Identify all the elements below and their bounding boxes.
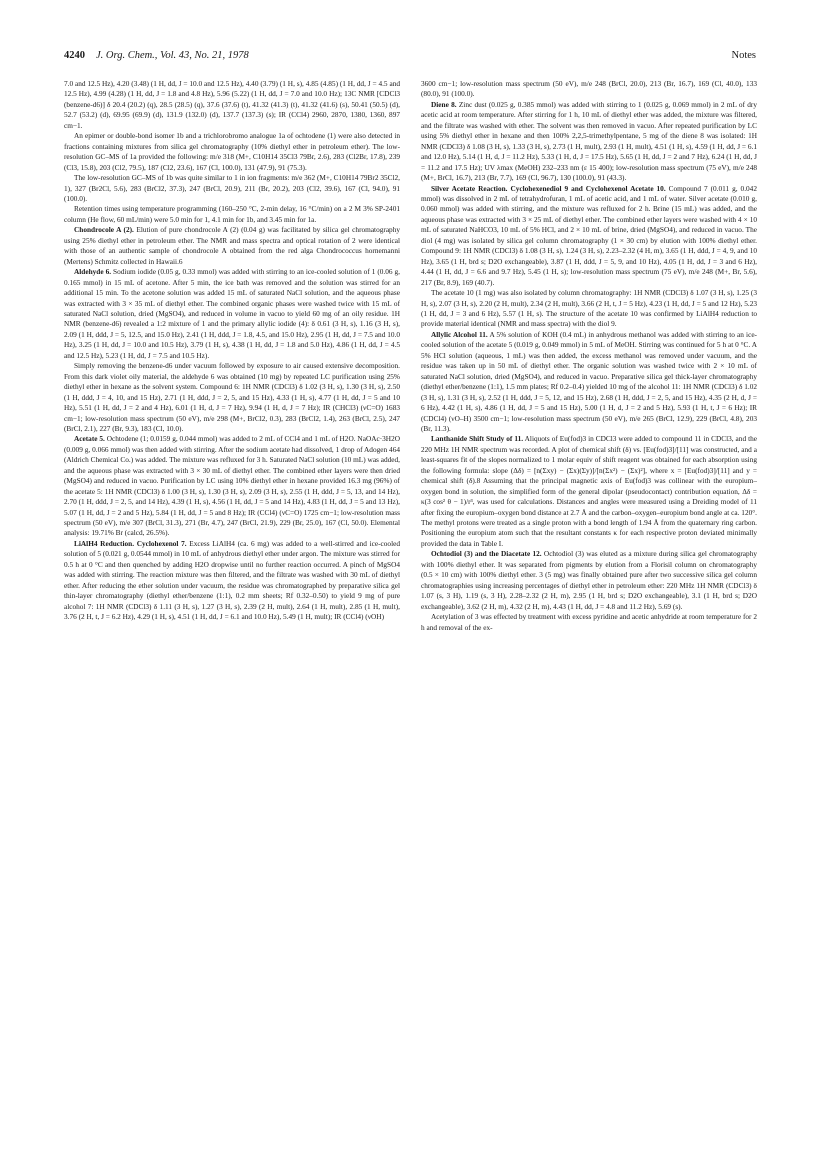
- paragraph-text: 3600 cm−1; low-resolution mass spectrum (50 eV), m/e 248 (BrCl, 20.0), 213 (Br, 16.7), 169 (Cl, 40.0), 133 (80.0), 91 (100.0).: [421, 79, 757, 99]
- paragraph-heading: Acetate 5.: [74, 434, 105, 444]
- paragraph: [421, 288, 757, 330]
- paragraph: [64, 539, 400, 623]
- paragraph-heading: Chondrocole A (2).: [74, 225, 134, 235]
- journal-volume: Vol. 43,: [160, 50, 192, 61]
- paragraph: [421, 184, 757, 289]
- paragraph: [421, 79, 757, 100]
- paragraph-text: An epimer or double-bond isomer 1b and a trichlorobromo analogue 1a of ochtodene (1) were also detected in fractions containing mixtures from silica gel chromatography (10% diethyl ether in petroleum ether). The low-resolution GC–MS of 1a provided the following: m/e 318 (M+, C10H14 35Cl3 79Br, 2.6), 283 (Cl2Br, 17.8), 239 (Cl3, 15.8), 203 (Cl2, 79.5), 187 (Cl2, 23.6), 167 (Cl, 100.0), 131 (47.9), 91 (75.3).: [64, 131, 400, 172]
- paragraph-text: Excess LiAlH4 (ca. 6 mg) was added to a well-stirred and ice-cooled solution of 5 (0.021 g, 0.0544 mmol) in 10 mL of anhydrous diethyl ether under argon. The mixture was stirred for 0.5 h at 0 °C and then quenched by adding H2O dropwise until no further reaction occurred. A pinch of MgSO4 was added with stirring. The reaction mixture was then filtered, and the filtrate was washed with 30 mL of diethyl ether. After reducing the ether solution under vacuum, the residue was chromatographed by preparative silica gel thin-layer chromatography (diethyl ether/benzene (1:1), 0.2 mm sheets; Rf 0.32–0.50) to yield 9 mg of pure alcohol 7: 1H NMR (CDCl3) δ 1.11 (3 H, s), 1.27 (3 H, s), 2.39 (2 H, mult), 2.64 (1 H, mult), 2.85 (1 H, mult), 3.76 (2 H, t, J = 6.2 Hz), 4.29 (1 H, s), 4.51 (1 H, dd, J = 6.1 and 10.0 Hz), 5.49 (1 H, mult); IR (CCl4) (νOH): [64, 538, 400, 622]
- paragraph: [64, 267, 400, 361]
- section-label: Notes: [731, 50, 756, 61]
- paragraph-heading: Aldehyde 6.: [74, 267, 112, 277]
- paragraph: [64, 79, 400, 131]
- paragraph-heading: Allylic Alcohol 11.: [431, 329, 488, 339]
- paragraph: [421, 434, 757, 549]
- journal-citation: [96, 50, 249, 61]
- paragraph-heading: Diene 8.: [431, 99, 457, 109]
- paragraph-text: Sodium iodide (0.05 g, 0.33 mmol) was added with stirring to an ice-cooled solution of 1 (0.06 g, 0.165 mmol) in 15 mL of acetone. After 5 min, the ice bath was removed and the solution was stirred for an additional 15 min. To the acetone solution was added 15 mL of saturated NaCl solution, and the aqueous phase was extracted with 3 × 35 mL of diethyl ether. The combined organic phases were washed twice with 15 mL of saturated NaCl solution, dried (MgSO4), and reduced in volume in vacuo to yield 60 mg of an oily residue. 1H NMR (benzene-d6) revealed a 1:2 mixture of 1 and the primary allylic iodide (4): δ 0.61 (3 H, s), 1.16 (3 H, s), 2.09 (1 H, ddd, J = 5, 12.5, and 15.0 Hz), 2.41 (1 H, ddd, J = 1.8, 4.5, and 15.0 Hz), 2.95 (1 H, dd, J = 7.5 and 10.0 Hz), 3.25 (1 H, dd, J = 10.0 and 10.5 Hz), 3.79 (1 H, s), 4.38 (1 H, dd, J = 1.8 and 5.0 Hz), 4.86 (1 H, dd, J = 4.5 and 12.5 Hz), 5.23 (1 H, dd, J = 7.5 and 10.5 Hz).: [64, 267, 400, 360]
- paragraph-text: Aliquots of Eu(fod)3 in CDCl3 were added to compound 11 in CDCl3, and the 220 MHz 1H NMR spectrum was recorded. A plot of chemical shift (δ) vs. [Eu(fod)3]/[11] was constructed, and a least-squares fit of the slopes normalized to 1 molar equiv of shift reagent was obtained for each absorption using the following formula: slope (Δδ) = [n(Σxy) − (Σx)(Σy)]/[n(Σx²) − (Σx)²], where x = [Eu(fod)3]/[11] and y = chemical shift (δ).8 Assuming that the principal magnetic axis of Eu(fod)3 was collinear with the europium–oxygen bond in solution, the simplified form of the general dipolar (pseudocontact) contribution equation, Δδ = κ(3 cos² θ − 1)/r³, was used for calculations. Distances and angles were measured using a Dreiding model of 11 after fixing the europium–oxygen bond distance at 2.7 Å and the carbon–oxygen–europium bond angle at ca. 120°. The methyl protons were treated as a single proton with a bond length of 1.94 Å from the quaternary ring carbon. Positioning the europium atom such that the resultant constants κ for each respective proton deviated minimally provided the data in Table I.: [421, 434, 757, 548]
- paragraph-text: The low-resolution GC–MS of 1b was quite similar to 1 in ion fragments: m/e 362 (M+, C10H14 79Br2 35Cl2, 1), 327 (Br2Cl, 5.6), 283 (BrCl2, 37.3), 247 (BrCl, 20.9), 211 (Br, 20.2), 203 (Cl2, 39.6), 167 (Cl, 94.0), 91 (100.0).: [64, 173, 400, 203]
- paragraph: [421, 330, 757, 435]
- paragraph: [64, 434, 400, 539]
- left-column: [64, 79, 400, 1139]
- paragraph: [64, 131, 400, 173]
- paragraph-text: A 5% solution of KOH (0.4 mL) in anhydrous methanol was added with stirring to an ice-cooled solution of the acetate 5 (0.019 g, 0.049 mmol) in 5 mL of MeOH. Stirring was continued for 5 h at 0 °C. A 5% HCl solution (aqueous, 1 mL) was then added, the excess methanol was removed under vacuum, and the residue was taken up in 50 mL of diethyl ether. The organic solution was washed twice with 2 × 10 mL of saturated NaCl solution, dried (MgSO4), and reduced in vacuo. Preparative silica gel thick-layer chromatography (diethyl ether/benzene (1:1), 1.5 mm plates; Rf 0.2–0.4) yielded 10 mg of the alcohol 11: 1H NMR (CDCl3) δ 1.02 (3 H, s), 1.31 (3 H, s), 2.52 (1 H, ddd, J = 5, 12, and 15 Hz), 2.68 (1 H, ddd, J = 2, 5, and 15 Hz), 4.35 (2 H, d, J = 6 Hz), 4.42 (1 H, s), 4.86 (1 H, dd, J = 5 and 15 Hz), 5.00 (1 H, d, J = 2 and 5 Hz), 5.93 (1 H, t, J = 6 Hz); IR (CDCl4) (νO–H) 3500 cm−1; low-resolution mass spectrum (50 eV), m/e 265 (BrCl, 12.9), 229 (BrCl, 4.8), 203 (Br, 11.3).: [421, 329, 757, 433]
- paragraph: [421, 100, 757, 184]
- paragraph-text: The acetate 10 (1 mg) was also isolated by column chromatography: 1H NMR (CDCl3) δ 1.07 (3 H, s), 1.25 (3 H, s), 2.07 (3 H, s), 2.20 (2 H, mult), 2.34 (2 H, mult), 3.66 (2 H, t, J = 5 Hz), 4.23 (1 H, dd, J = 5 and 12 Hz), 5.23 (1 H, dd, J = 3 and 6 Hz), 5.57 (1 H, s). The structure of the acetate 10 was confirmed by LiAlH4 reduction to provide material identical (NMR and mass spectra) with the diol 9.: [421, 288, 757, 329]
- paragraph: [421, 549, 757, 612]
- paragraph-heading: Silver Acetate Reaction. Cyclohexenediol 9 and Cyclohexenol Acetate 10.: [431, 183, 666, 193]
- paragraph-heading: Ochtodiol (3) and the Diacetate 12.: [431, 549, 542, 559]
- paragraph-heading: Lanthanide Shift Study of 11.: [431, 434, 524, 444]
- paragraph-text: Zinc dust (0.025 g, 0.385 mmol) was added with stirring to 1 (0.025 g, 0.069 mmol) in 2 mL of dry acetic acid at room temperature. After stirring for 1 h, 10 mL of diethyl ether was added, the mixture was filtered, and the filtrate was washed with ether. The solvent was then removed in vacuo. After repeated purification by LC using 5% diethyl ether in hexane and then 100% 2,2,5-trimethylpentane, 5 mg of the diene 8 was isolated: 1H NMR (CDCl3) δ 1.08 (3 H, s), 1.33 (3 H, s), 2.73 (1 H, mult), 2.93 (1 H, mult), 4.51 (1 H, s), 4.59 (1 H, dd, J = 6.1 and 12.0 Hz), 5.14 (1 H, d, J = 11.2 Hz), 5.33 (1 H, d, J = 17.5 Hz), 5.65 (1 H, dd, J = 2 and 7 Hz), 6.24 (1 H, dd, J = 11.2 and 17.5 Hz); UV λmax (MeOH) 232–233 nm (ε 15 400); low-resolution mass spectrum (75 eV), m/e 248 (M+, BrCl, 16.7), 213 (Br, 7.7), 169 (Cl, 96.7), 130 (100.0), 91 (43.3).: [421, 99, 757, 183]
- paragraph-text: Retention times using temperature programming (160–250 °C, 2-min delay, 16 °C/min) on a 2 M 3% SP-2401 column (He flow, 60 mL/min) were 5.0 min for 1, 4.1 min for 1b, and 3.45 min for 1a.: [64, 204, 400, 224]
- paragraph-text: Simply removing the benzene-d6 under vacuum followed by exposure to air caused extensive decomposition. From this dark violet oily material, the aldehyde 6 was obtained (10 mg) by repeated LC purification using 25% diethyl ether in hexane as the solvent system. Compound 6: 1H NMR (CDCl3) δ 1.02 (3 H, s), 1.30 (3 H, s), 2.50 (1 H, ddd, J = 4, 10, and 15 Hz), 2.71 (1 H, ddd, J = 2, 5, and 15 Hz), 4.33 (1 H, s), 4.77 (1 H, dd, J = 5 and 10 Hz), 5.51 (1 H, dd, J = 2 and 4 Hz), 6.01 (1 H, d, J = 7 Hz), 9.94 (1 H, d, J = 7 Hz); IR (CHCl3) (νC=O) 1683 cm−1; low-resolution mass spectrum (50 eV), m/e 298 (M+, BrCl2, 0.3), 283 (BrCl2, 1.4), 263 (BrCl, 2.5), 247 (BrCl, 2.1), 227 (Br, 9.3), 183 (Cl, 10.0).: [64, 361, 400, 433]
- page-number: 4240: [64, 50, 85, 61]
- journal-issue: No. 21, 1978: [194, 50, 249, 61]
- paragraph-text: 7.0 and 12.5 Hz), 4.20 (3.48) (1 H, dd, J = 10.0 and 12.5 Hz), 4.40 (3.79) (1 H, s), 4.85 (4.85) (1 H, dd, J = 4.5 and 12.5 Hz), 4.99 (4.28) (1 H, dd, J = 1.8 and 4.8 Hz), 5.96 (5.22) (1 H, dd, J = 7.0 and 10.0 Hz); 13C NMR [CDCl3 (benzene-d6)] δ 20.4 (20.2) (q), 28.5 (28.5) (q), 37.6 (37.6) (t), 41.32 (41.3) (t), 41.32 (41.6) (s), 50.41 (50.5) (d), 52.7 (53.2) (d), 69.95 (69.9) (d), 131.9 (132.0) (d), 137.7 (137.3) (s); IR (CCl4) 2960, 2870, 1380, 1360, 897 cm−1.: [64, 79, 400, 130]
- paragraph-heading: LiAlH4 Reduction. Cyclohexenol 7.: [74, 538, 187, 548]
- paragraph-text: Ochtodiol (3) was eluted as a mixture during silica gel chromatography with 100% diethyl ether. It was separated from pigments by elution from a Florisil column on chromatography (0.5 × 10 cm) with 100% diethyl ether. 3 (5 mg) was finally obtained pure after two successive silica gel column chromatographies using increasing percentages of diethyl ether in petroleum ether: 220 MHz 1H NMR (CDCl3) δ 1.07 (s, 3 H), 1.19 (s, 3 H), 2.28–2.32 (2 H, m), 2.95 (1 H, brd s; D2O exchangeable), 3.1 (1 H, brd s; D2O exchangeable), 3.62 (2 H, m), 4.32 (2 H, m), 4.43 (1 H, dd, J = 4.8 and 11.2 Hz), 5.69 (s).: [421, 549, 757, 611]
- journal-name: J. Org. Chem.,: [96, 50, 158, 61]
- paragraph-text: Elution of pure chondrocole A (2) (0.04 g) was facilitated by silica gel chromatography using 25% diethyl ether in petroleum ether. The NMR and mass spectra and optical rotation of 2 were identical with those of an authentic sample of chondrocole A obtained from the red alga Chondrococcus hornemanni (Mertens) Schmitz collected in Hawaii.6: [64, 225, 400, 266]
- paragraph: [64, 225, 400, 267]
- paragraph: [64, 204, 400, 225]
- right-column: [421, 79, 757, 1139]
- paragraph-text: Compound 7 (0.011 g, 0.042 mmol) was dissolved in 2 mL of tetrahydrofuran, 1 mL of acetic acid, and 1 mL of water. Silver acetate (0.010 g, 0.060 mmol) was added with stirring, and the mixture was refluxed for 2 h. Brine (15 mL) was added, and the aqueous phase was extracted with 3 × 25 mL of diethyl ether. The combined ether layers were washed with 4 × 10 mL of saturated NaHCO3, 10 mL of 5% HCl, and 2 × 10 mL of brine, dried (MgSO4), and reduced in vacuo. The diol (4 mg) was isolated by silica gel column chromatography (1 × 30 cm) by elution with 100% diethyl ether. Compound 9: 1H NMR (CDCl3) δ 1.08 (3 H, s), 1.24 (3 H, s), 2.23–2.32 (4 H, m), 3.65 (1 H, ddd, J = 4, 9, and 10 Hz), 3.65 (1 H, brd s; D2O exchangeable), 3.87 (1 H, ddd, J = 5, 9, and 10 Hz), 4.05 (1 H, dd, J = 3 and 6 Hz), 4.44 (1 H, dd, J = 6.6 and 9.7 Hz), 5.45 (1 H, s); low-resolution mass spectrum (75 eV), m/e 248 (M+, Br, 5.6), 217 (Br, 8.9), 169 (40.7).: [421, 183, 757, 287]
- paragraph: [64, 173, 400, 204]
- running-header: [64, 50, 756, 66]
- paragraph-text: Ochtodene (1; 0.0159 g, 0.044 mmol) was added to 2 mL of CCl4 and 1 mL of H2O. NaOAc·3H2O (0.009 g, 0.066 mmol) was then added with stirring. After the sodium acetate had dissolved, 1 drop of Adogen 464 (Aldrich Chemical Co.) was added. The mixture was refluxed for 3 h. Saturated NaCl solution (10 mL) was added, and the aqueous phase was extracted with 3 × 30 mL of diethyl ether. The combined ether layers were then dried (MgSO4) and reduced in vacuo. Purification by LC using 10% diethyl ether in hexane provided 16.3 mg (96%) of the acetate 5: 1H NMR (CDCl3) δ 1.00 (3 H, s), 1.30 (3 H, s), 2.09 (3 H, s), 2.55 (1 H, ddd, J = 5, 13, and 14 Hz), 2.70 (1 H, ddd, J = 2, 5, and 14 Hz), 4.39 (1 H, s), 4.56 (1 H, dd, J = 5 and 14 Hz), 4.83 (1 H, dd, J = 5 and 13 Hz), 5.07 (1 H, dd, J = 2 and 5 Hz), 5.84 (1 H, dd, J = 5 and 8 Hz); IR (CCl4) (νC=O) 1725 cm−1; low-resolution mass spectrum (50 eV), m/e 307 (BrCl, 31.3), 271 (Br, 4.7), 247 (BrCl, 21.9), 229 (Br, 25.0), 167 (Cl, 50.0). Elemental analysis: 19.71% Br (calcd, 26.5%).: [64, 434, 400, 538]
- paragraph: [421, 612, 757, 633]
- paragraph-text: Acetylation of 3 was effected by treatment with excess pyridine and acetic anhydride at room temperature for 2 h and removal of the ex-: [421, 612, 757, 632]
- paragraph: [64, 361, 400, 434]
